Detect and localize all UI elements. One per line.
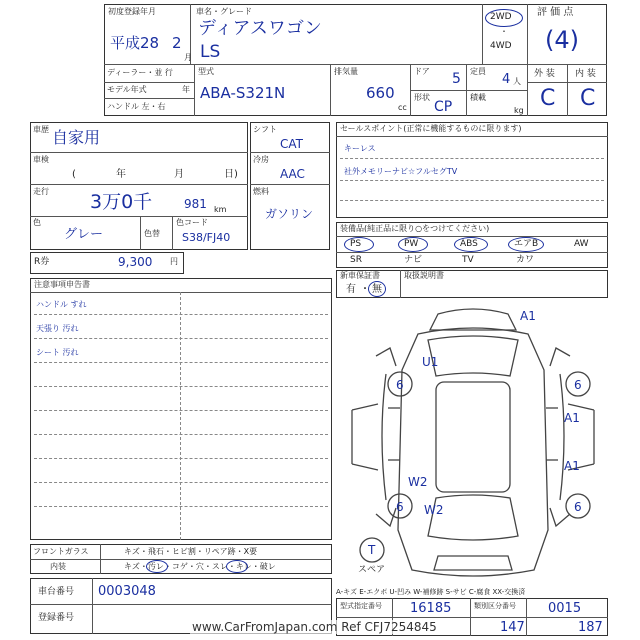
top-info-box	[104, 4, 607, 116]
reg-date-label: 初度登録年月	[108, 7, 156, 16]
displacement-label: 排気量	[334, 67, 358, 76]
equip-airbag: エアB	[514, 239, 539, 249]
handle-label: ハンドル 左・右	[107, 102, 166, 111]
exterior-label: 外 装	[534, 69, 555, 79]
drive-4wd: 4WD	[490, 41, 512, 51]
damage-mark-front: A1	[520, 309, 536, 323]
damage-mark-hood: U1	[422, 355, 439, 369]
damage-mark-right-rear-door: A1	[564, 459, 580, 473]
era-value: 平成28	[110, 34, 160, 52]
recycle-fee: 9,300	[118, 255, 153, 269]
inspection-day: 日)	[224, 169, 238, 180]
equip-aw: AW	[574, 239, 589, 249]
mileage: 3万0千	[90, 191, 153, 213]
capacity-unit: 人	[513, 77, 521, 86]
capacity-label: 定員	[470, 67, 486, 76]
dealer-label: ディーラー・並 行	[107, 68, 173, 77]
small-value-2: 187	[578, 620, 603, 635]
note-line: シート 汚れ	[36, 348, 79, 357]
ac-label: 冷房	[253, 155, 269, 164]
glass-condition: キズ・飛石・ヒビ割・リペア跡・X要	[124, 547, 258, 556]
note-line: ハンドル すれ	[36, 300, 87, 309]
fuel-label: 燃料	[253, 187, 269, 196]
type-cert-label: 型式指定番号	[340, 602, 382, 610]
tire-mark-rl: 6	[396, 500, 404, 514]
inspection-month: 月	[174, 169, 184, 180]
color-change-label: 色替	[144, 229, 160, 238]
month-unit: 月	[184, 53, 192, 62]
fuel: ガソリン	[265, 207, 314, 221]
interior-cond-label: 内装	[50, 562, 66, 571]
interior-label: 内 装	[575, 69, 596, 79]
notes-title: 注意事項申告書	[34, 280, 90, 289]
air-conditioner: AAC	[280, 167, 305, 181]
chassis-number-label: 車台番号	[38, 587, 75, 597]
color: グレー	[64, 227, 104, 242]
spare-tire-mark: T	[368, 543, 376, 557]
usage-type: 自家用	[52, 128, 101, 147]
equip-tv: TV	[462, 255, 474, 265]
equip-ps: PS	[350, 239, 362, 249]
shape-label: 形状	[414, 93, 430, 102]
model-year-label: モデル年式	[107, 85, 147, 94]
model-code: ABA-S321N	[200, 84, 286, 102]
displacement-unit: cc	[398, 103, 407, 112]
car-damage-diagram	[338, 300, 608, 586]
drive-2wd: 2WD	[490, 12, 512, 22]
interior-condition: キズ・汚レ・コゲ・穴・スレ・キレ・破レ	[124, 562, 276, 571]
recycle-box	[30, 252, 184, 274]
class-number-label: 類別区分番号	[474, 602, 516, 610]
notes-box	[30, 278, 332, 540]
displacement: 660	[366, 84, 395, 102]
repair-mark-rear-quarter: W2	[424, 503, 444, 517]
sales-points-title: セールスポイント(正常に機能するものに限ります)	[340, 124, 522, 133]
color-code: S38/FJ40	[182, 231, 231, 244]
recycle-unit: 円	[170, 257, 178, 266]
warranty-dot: ・	[360, 284, 370, 295]
chassis-number: 0003048	[98, 584, 156, 599]
load-unit: kg	[514, 106, 524, 115]
class-number: 0015	[548, 601, 582, 616]
warranty-no: 無	[372, 284, 382, 295]
damage-legend: A-キズ E-エクボ U-凹み W-補修跡 S-サビ C-腐食 XX-交換済	[336, 588, 526, 596]
records-label: 取扱説明書	[404, 271, 444, 280]
warranty-label: 新車保証書	[340, 271, 380, 280]
inspection-year: 年	[116, 169, 126, 180]
mileage-unit: km	[214, 205, 227, 214]
mileage-odo: 981	[184, 197, 207, 211]
color-label: 色	[33, 218, 41, 227]
sales-point-item: キーレス	[344, 144, 376, 153]
equip-abs: ABS	[460, 239, 478, 249]
model-year-unit: 年	[182, 85, 190, 94]
shift: CAT	[280, 137, 303, 151]
capacity: 4	[502, 72, 511, 87]
color-code-label: 色コード	[176, 218, 208, 227]
door-label: ドア	[414, 67, 430, 76]
interior-grade: C	[580, 86, 596, 111]
registration-label: 登録番号	[38, 613, 75, 623]
tire-mark-fr: 6	[574, 378, 582, 392]
warranty-yes: 有	[346, 284, 356, 295]
exterior-grade: C	[540, 86, 556, 111]
body-shape: CP	[434, 99, 453, 115]
car-grade: LS	[200, 42, 221, 62]
note-line: 天張り 汚れ	[36, 324, 79, 333]
load-label: 積載	[470, 93, 486, 102]
shift-label: シフト	[253, 125, 277, 134]
door-count: 5	[452, 71, 461, 87]
type-cert-number: 16185	[410, 601, 452, 616]
damage-mark-right-door: A1	[564, 411, 580, 425]
equipment-title: 装備品(純正品に限り○をつけてください)	[340, 224, 490, 233]
watermark-text: www.CarFromJapan.com Ref CFJ7254845	[192, 620, 437, 634]
sales-point-item: 社外メモリーナビ☆フルセグTV	[344, 167, 458, 176]
recycle-label: R券	[34, 257, 50, 267]
repair-mark-left-rear: W2	[408, 475, 428, 489]
mileage-label: 走行	[33, 187, 49, 196]
inspection-open: (	[72, 169, 76, 180]
month-value: 2	[172, 34, 182, 52]
small-value-1: 147	[500, 620, 525, 635]
model-code-label: 型式	[198, 67, 214, 76]
car-name-label: 車名・グレード	[196, 7, 252, 16]
glass-label: フロントガラス	[33, 547, 89, 556]
history-label: 車歴	[33, 125, 49, 134]
equip-pw: PW	[404, 239, 419, 249]
car-name: ディアスワゴン	[198, 18, 322, 39]
equip-navi: ナビ	[404, 255, 423, 265]
inspection-label: 車検	[33, 155, 49, 164]
grade-score: (4)	[545, 26, 579, 54]
spare-label: スペア	[358, 565, 386, 575]
grade-score-label: 評 価 点	[537, 7, 574, 18]
tire-mark-fl: 6	[396, 378, 404, 392]
drive-dot: ・	[500, 27, 508, 36]
equip-sr: SR	[350, 255, 362, 265]
tire-mark-rr: 6	[574, 500, 582, 514]
equip-leather: カワ	[516, 255, 535, 265]
